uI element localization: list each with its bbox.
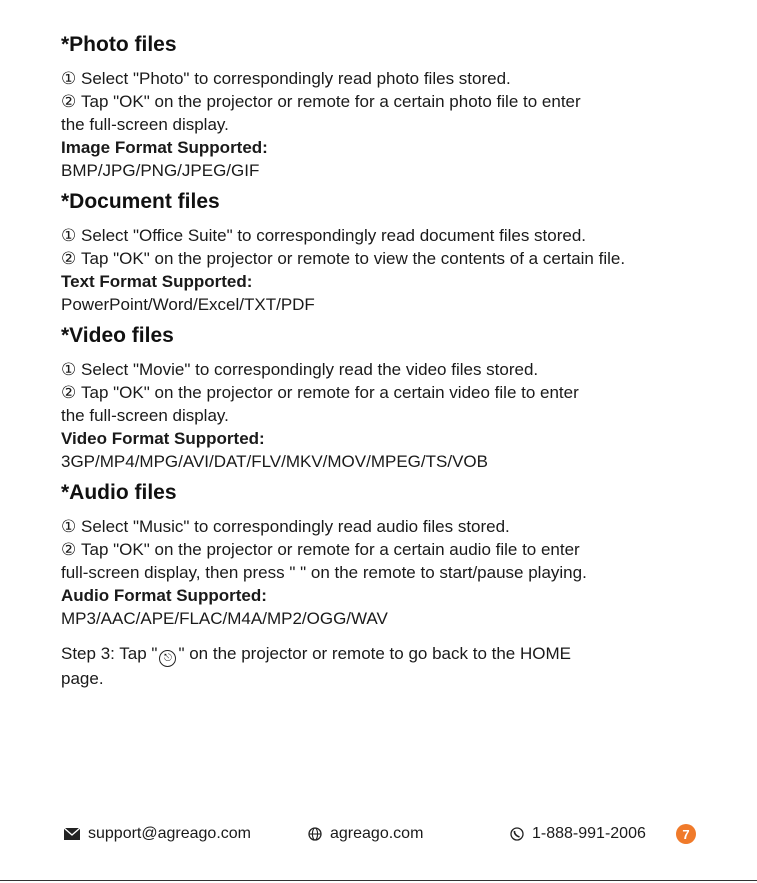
phone-text: 1-888-991-2006 (532, 825, 646, 842)
instruction-text: Tap "OK" on the projector or remote for a certain audio file to enter (81, 540, 580, 559)
instruction-text: Tap "OK" on the projector or remote for a certain video file to enter (81, 383, 579, 402)
section-heading: *Photo files (61, 33, 177, 56)
instruction-text: full-screen display, then press " " on the remote to start/pause playing. (61, 563, 587, 582)
instruction-line (61, 538, 701, 561)
instruction-text: Select "Photo" to correspondingly read photo files stored. (81, 69, 511, 88)
instruction-text: Select "Office Suite" to correspondingly read document files stored. (81, 226, 587, 245)
format-list: PowerPoint/Word/Excel/TXT/PDF (61, 295, 315, 314)
email-text: support@agreago.com (88, 825, 251, 842)
format-list: MP3/AAC/APE/FLAC/M4A/MP2/OGG/WAV (61, 609, 388, 628)
step-number: ① (61, 360, 77, 379)
instruction-line (61, 358, 701, 381)
page-number-badge: 7 (676, 824, 696, 844)
instruction-text: the full-screen display. (61, 406, 229, 425)
instruction-text: Select "Music" to correspondingly read audio files stored. (81, 517, 510, 536)
footer-website (308, 822, 423, 846)
instruction-line (61, 67, 701, 90)
format-label: Text Format Supported: (61, 272, 253, 291)
step-number: ② (61, 249, 77, 268)
phone-icon (510, 827, 524, 841)
footer-phone (510, 822, 646, 846)
format-label: Video Format Supported: (61, 429, 265, 448)
manual-page (61, 32, 701, 691)
instruction-line (61, 224, 701, 247)
step-3-text-after: " on the projector or remote to go back to the HOME (178, 644, 571, 663)
sections-container (61, 32, 701, 630)
instruction-text: Select "Movie" to correspondingly read the video files stored. (81, 360, 539, 379)
website-text: agreago.com (330, 825, 424, 842)
footer-email (64, 822, 251, 846)
section-heading: *Document files (61, 190, 220, 213)
section (61, 189, 701, 316)
step-number: ② (61, 383, 77, 402)
instruction-line (61, 113, 701, 136)
instruction-line (61, 381, 701, 404)
format-label: Image Format Supported: (61, 138, 268, 157)
instruction-text: the full-screen display. (61, 115, 229, 134)
section (61, 32, 701, 182)
section (61, 323, 701, 473)
instruction-line (61, 561, 701, 584)
format-list: 3GP/MP4/MPG/AVI/DAT/FLV/MKV/MOV/MPEG/TS/VOB (61, 452, 488, 471)
return-icon: ⎋ (159, 650, 176, 667)
section-heading: *Audio files (61, 481, 177, 504)
bottom-divider (0, 880, 757, 881)
section (61, 480, 701, 630)
format-label: Audio Format Supported: (61, 586, 267, 605)
step-number: ① (61, 226, 77, 245)
step-3-instruction (61, 642, 701, 691)
instruction-text: Tap "OK" on the projector or remote to view the contents of a certain file. (81, 249, 626, 268)
footer (64, 822, 700, 846)
instruction-line (61, 90, 701, 113)
step-number: ② (61, 540, 77, 559)
instruction-line (61, 404, 701, 427)
step-3-text-before: Step 3: Tap " (61, 644, 158, 663)
instruction-line (61, 247, 701, 270)
step-number: ① (61, 517, 77, 536)
format-list: BMP/JPG/PNG/JPEG/GIF (61, 161, 260, 180)
step-3-text-line2: page. (61, 669, 104, 688)
section-heading: *Video files (61, 324, 174, 347)
envelope-icon (64, 828, 80, 840)
globe-icon (308, 827, 322, 841)
instruction-text: Tap "OK" on the projector or remote for a certain photo file to enter (81, 92, 581, 111)
instruction-line (61, 515, 701, 538)
step-number: ① (61, 69, 77, 88)
step-number: ② (61, 92, 77, 111)
